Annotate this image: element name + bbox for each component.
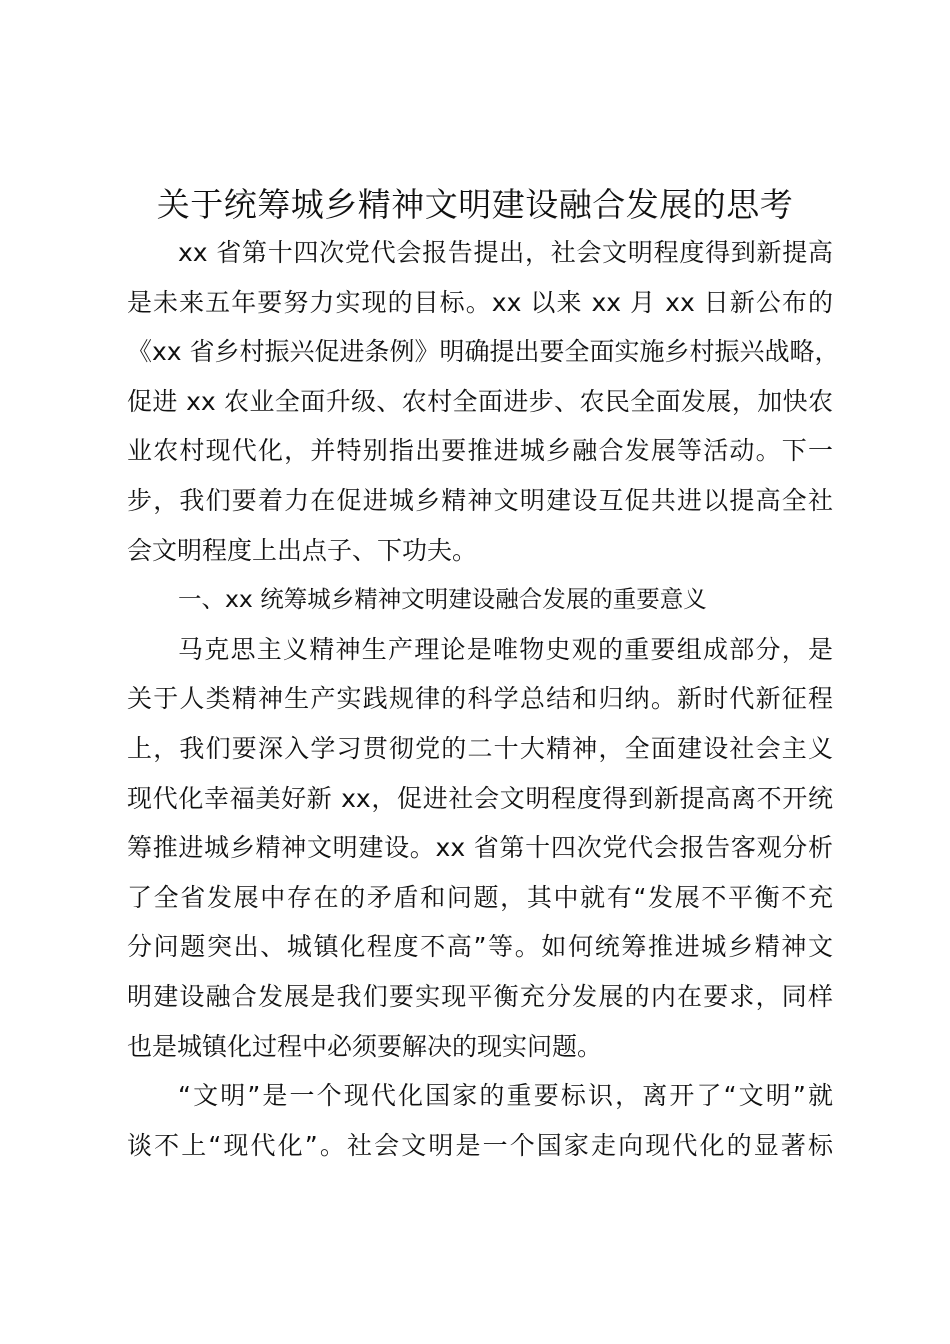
section-heading-1: 一、xx 统筹城乡精神文明建设融合发展的重要意义 [178,585,707,614]
paragraph-1-line-2: 是未来五年要努力实现的目标。xx 以来 xx 月 xx 日新公布的 [127,287,833,317]
paragraph-2-line-2: 关于人类精神生产实践规律的科学总结和归纳。新时代新征程 [127,684,833,714]
paragraph-2-line-1: 马克思主义精神生产理论是唯物史观的重要组成部分，是 [178,634,833,664]
paragraph-1-line-6: 步，我们要着力在促进城乡精神文明建设互促共进以提高全社 [127,485,833,515]
paragraph-2-line-3: 上，我们要深入学习贯彻党的二十大精神，全面建设社会主义 [127,733,833,763]
paragraph-3-line-1: “文明”是一个现代化国家的重要标识，离开了“文明”就 [178,1081,833,1111]
paragraph-3-line-2: 谈不上“现代化”。社会文明是一个国家走向现代化的显著标 [127,1130,833,1160]
paragraph-1-line-4: 促进 xx 农业全面升级、农村全面进步、农民全面发展，加快农 [127,386,833,416]
paragraph-1-line-7: 会文明程度上出点子、下功夫。 [127,535,478,565]
document-title: 关于统筹城乡精神文明建设融合发展的思考 [156,185,794,224]
paragraph-2-line-8: 明建设融合发展是我们要实现平衡充分发展的内在要求，同样 [127,981,833,1011]
paragraph-2-line-5: 筹推进城乡精神文明建设。xx 省第十四次党代会报告客观分析 [127,833,833,863]
paragraph-2-line-4: 现代化幸福美好新 xx，促进社会文明程度得到新提高离不开统 [127,783,833,813]
paragraph-1-line-1: xx 省第十四次党代会报告提出，社会文明程度得到新提高 [178,238,833,267]
paragraph-1-line-3: 《xx 省乡村振兴促进条例》明确提出要全面实施乡村振兴战略， [127,337,840,367]
paragraph-2-line-7: 分问题突出、城镇化程度不高”等。如何统筹推进城乡精神文 [127,932,833,962]
paragraph-2-line-9: 也是城镇化过程中必须要解决的现实问题。 [127,1031,603,1061]
paragraph-1-line-5: 业农村现代化，并特别指出要推进城乡融合发展等活动。下一 [127,436,833,466]
paragraph-2-line-6: 了全省发展中存在的矛盾和问题，其中就有“发展不平衡不充 [127,882,833,912]
document-body [127,228,840,1170]
